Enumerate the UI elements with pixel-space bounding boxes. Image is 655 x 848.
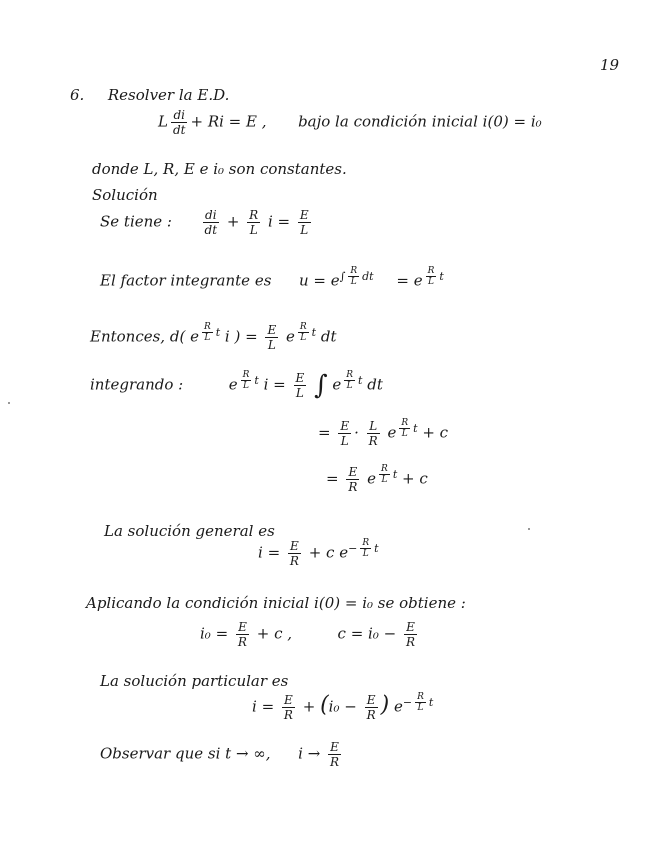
page-number: 19: [600, 56, 620, 74]
factor-label: El factor integrante es: [100, 271, 272, 290]
particular-solution-equation: i = $\frac{E}{R}$ + (i₀ − $\frac{E}{R}$ ) $e^{- \frac{R}{L} t}$: [252, 692, 434, 722]
se-tiene-label: Se tiene :: [100, 212, 172, 231]
problem-header: [70, 86, 229, 104]
integrando-line: integrando : e $^{\frac{R}{L} t}$ i = $\frac{E}{L}$ ∫ e $^{\frac{R}{L} t}$ dt: [90, 370, 383, 401]
scan-speck: [528, 528, 530, 530]
constants-note: donde L, R, E e i₀ son constantes.: [92, 160, 347, 178]
problem-statement: Resolver la E.D.: [107, 86, 230, 104]
constant-solution-equations: i₀ = $\frac{E}{R}$ + c , c = i₀ − $\frac{E}{R}$: [200, 620, 416, 649]
general-solution-equation: i = $\frac{E}{R}$ + c $e^{- \frac{R}{L} t}$: [258, 538, 379, 568]
entonces-line: Entonces, d( e $^{\frac{R}{L} t}$ i ) = $\frac{E}{L}$ e $^{\frac{R}{L} t}$ dt: [90, 322, 337, 352]
general-solution-label: La solución general es: [104, 522, 275, 540]
initial-condition-text: bajo la condición inicial i(0) = i₀: [298, 112, 542, 131]
limit-observation: Observar que si t → ∞, i → $\frac{E}{R}$: [100, 740, 340, 769]
integrando-label: integrando :: [90, 375, 184, 394]
integration-step-2: = $\frac{E}{R}$ e $^{\frac{R}{L} t}$ + c: [326, 464, 428, 494]
di-dt-fraction: $\frac{di}{dt}$: [172, 108, 186, 137]
ode-equation: L $\frac{di}{dt}$ + Ri = E , bajo la condición inicial i(0) = i₀: [158, 108, 542, 137]
initial-condition-apply: Aplicando la condición inicial i(0) = i₀ se obtiene :: [86, 594, 466, 612]
integrating-factor-line: El factor integrante es $u = e^{\int \frac{R}{L} dt} = e$ $^{\frac{R}{L} t}$: [100, 266, 444, 290]
problem-number: 6.: [70, 86, 85, 104]
particular-solution-label: La solución particular es: [100, 672, 289, 690]
standard-form-equation: Se tiene : $\frac{di}{dt}$ + $\frac{R}{L}$ i = $\frac{E}{L}$: [100, 208, 309, 237]
entonces-label: Entonces,: [90, 327, 166, 346]
integration-step-1: = $\frac{E}{L}$ · $\frac{L}{R}$ e $^{\frac{R}{L} t}$ + c: [318, 418, 449, 448]
observar-label: Observar que si t → ∞,: [100, 744, 271, 763]
solution-heading: Solución: [92, 186, 158, 204]
scan-speck: [8, 402, 10, 404]
